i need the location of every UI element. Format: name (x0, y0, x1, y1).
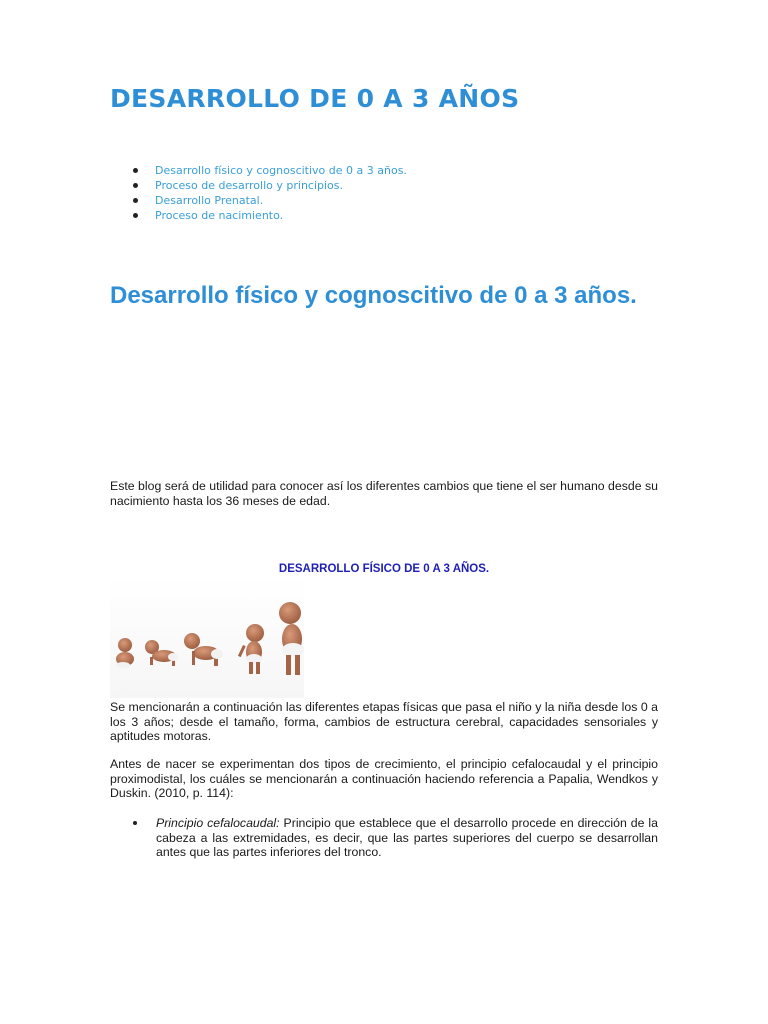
toc-item-label[interactable]: Desarrollo físico y cognoscitivo de 0 a 3 años. (155, 164, 407, 177)
bullet-icon (133, 168, 138, 173)
bullet-icon (133, 183, 138, 188)
toc-item[interactable] (133, 193, 407, 208)
section-title: Desarrollo físico y cognoscitivo de 0 a 3 años. (110, 282, 637, 309)
principle-text: Principio que establece que el desarrollo procede en dirección de la cabeza a las extremidades, es decir, que las partes superiores del cuerpo se desarrollan antes que las partes inferiores del tronco. (156, 816, 658, 859)
toc-item-label[interactable]: Proceso de desarrollo y principios. (155, 179, 344, 192)
baby-stage-3 (184, 633, 223, 666)
bullet-icon (133, 213, 138, 218)
page-title: DESARROLLO DE 0 A 3 AÑOS (110, 84, 520, 113)
paragraph-growth: Antes de nacer se experimentan dos tipos de crecimiento, el principio cefalocaudal y el principio proximodistal, los cuáles se mencionarán a continuación haciendo referencia a Papalia, Wendkos y Duskin. (2010, p. 114): (110, 757, 658, 800)
principle-paragraph (156, 816, 658, 860)
baby-growth-image (110, 577, 304, 698)
paragraph-stages: Se mencionarán a continuación las diferentes etapas físicas que pasa el niño y la niña desde los 0 a los 3 años; desde el tamaño, forma, cambios de estructura cerebral, capacidades sensoriales y aptitudes motoras. (110, 700, 658, 743)
toc-item[interactable] (133, 208, 407, 223)
baby-stage-2 (145, 640, 178, 666)
toc-item-label[interactable]: Proceso de nacimiento. (155, 209, 284, 222)
bullet-icon (133, 198, 138, 203)
list-item (110, 816, 658, 860)
physical-development-heading: DESARROLLO FÍSICO DE 0 A 3 AÑOS. (278, 563, 490, 575)
bullet-icon (133, 821, 137, 825)
table-of-contents (133, 163, 407, 223)
baby-stage-4 (238, 624, 264, 674)
toc-item[interactable] (133, 163, 407, 178)
baby-stage-5 (279, 602, 304, 675)
baby-stage-1 (116, 638, 134, 668)
baby-stages-illustration (110, 577, 304, 698)
toc-item-label[interactable]: Desarrollo Prenatal. (155, 194, 264, 207)
toc-item[interactable] (133, 178, 407, 193)
principle-term: Principio cefalocaudal: (156, 816, 280, 830)
intro-paragraph: Este blog será de utilidad para conocer así los diferentes cambios que tiene el ser humano desde su nacimiento hasta los 36 meses de edad. (110, 479, 658, 508)
